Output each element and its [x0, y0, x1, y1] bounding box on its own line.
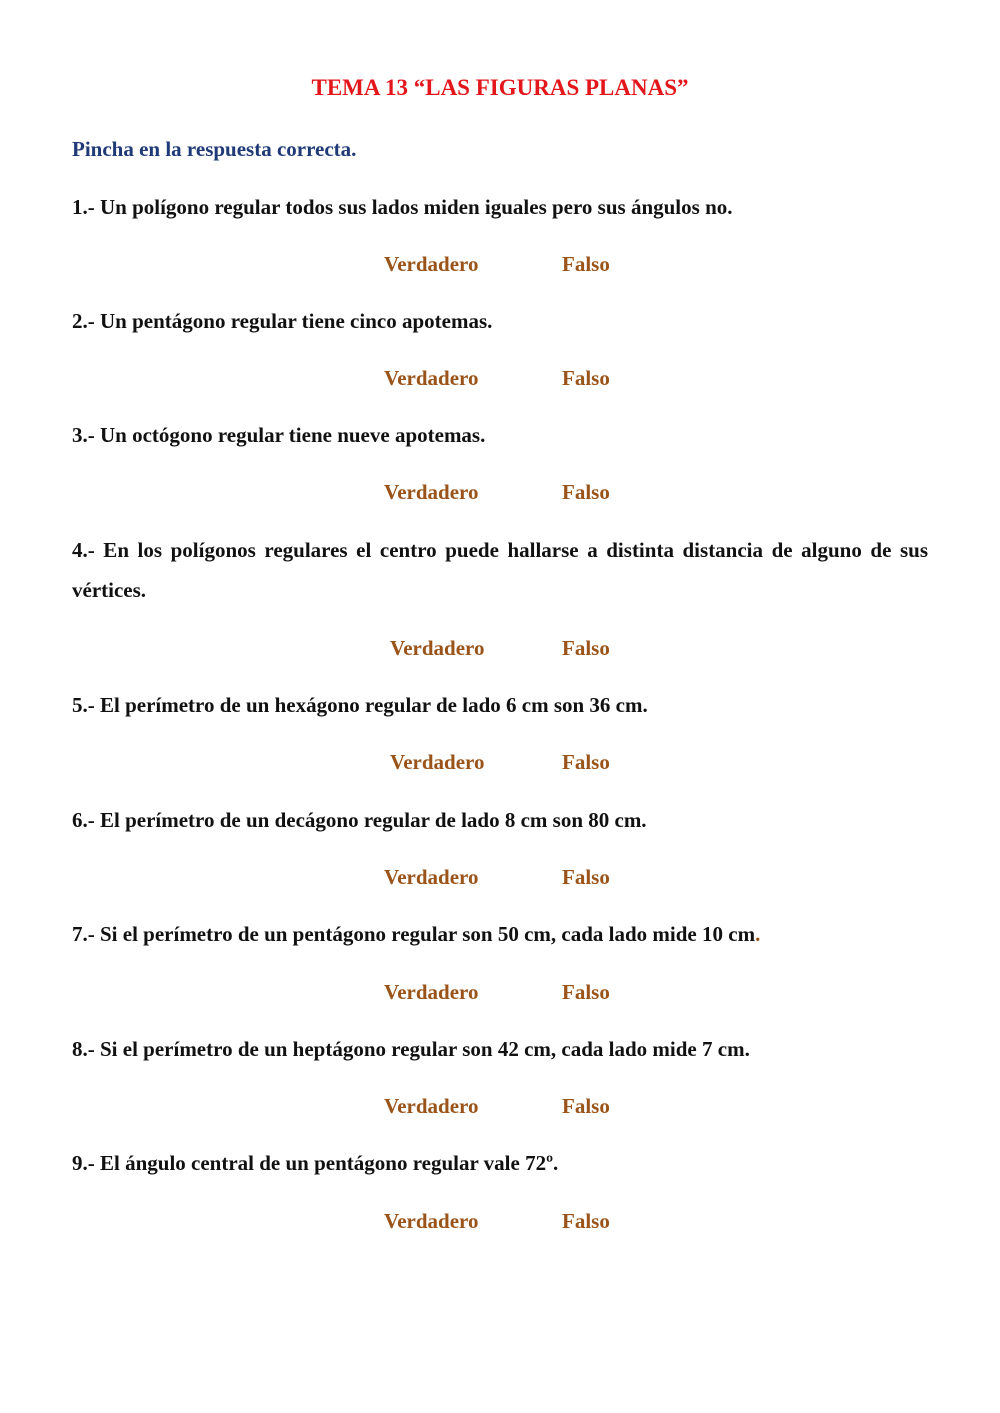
answer-3-false-button[interactable]: Falso	[562, 480, 610, 504]
answer-8-false-button[interactable]: Falso	[562, 1094, 610, 1118]
answers-5	[0, 747, 1000, 777]
answer-5-false-button[interactable]: Falso	[562, 750, 610, 774]
answer-5-true-button[interactable]: Verdadero	[390, 750, 485, 774]
answers-9	[0, 1206, 1000, 1236]
answer-4-false-button[interactable]: Falso	[562, 636, 610, 660]
answer-9-true-button[interactable]: Verdadero	[384, 1209, 479, 1233]
answers-6	[0, 862, 1000, 892]
answer-2-false-button[interactable]: Falso	[562, 366, 610, 390]
question-3: 3.- Un octógono regular tiene nueve apotemas.	[72, 423, 486, 447]
question-2: 2.- Un pentágono regular tiene cinco apotemas.	[72, 309, 493, 333]
question-8: 8.- Si el perímetro de un heptágono regular son 42 cm, cada lado mide 7 cm.	[72, 1037, 750, 1061]
answer-1-false-button[interactable]: Falso	[562, 252, 610, 276]
question-5: 5.- El perímetro de un hexágono regular de lado 6 cm son 36 cm.	[72, 693, 648, 717]
answer-7-false-button[interactable]: Falso	[562, 980, 610, 1004]
answers-4	[0, 633, 1000, 663]
question-7-period: .	[755, 922, 761, 946]
answer-6-true-button[interactable]: Verdadero	[384, 865, 479, 889]
page-title: TEMA 13 “LAS FIGURAS PLANAS”	[311, 75, 689, 100]
answer-2-true-button[interactable]: Verdadero	[384, 366, 479, 390]
answer-8-true-button[interactable]: Verdadero	[384, 1094, 479, 1118]
answer-4-true-button[interactable]: Verdadero	[390, 636, 485, 660]
answer-3-true-button[interactable]: Verdadero	[384, 480, 479, 504]
question-1: 1.- Un polígono regular todos sus lados miden iguales pero sus ángulos no.	[72, 195, 733, 219]
answer-7-true-button[interactable]: Verdadero	[384, 980, 479, 1004]
answer-9-false-button[interactable]: Falso	[562, 1209, 610, 1233]
question-6: 6.- El perímetro de un decágono regular de lado 8 cm son 80 cm.	[72, 808, 647, 832]
instructions: Pincha en la respuesta correcta.	[72, 137, 357, 161]
answers-1	[0, 249, 1000, 279]
answers-7	[0, 977, 1000, 1007]
answers-2	[0, 363, 1000, 393]
question-4: 4.- En los polígonos regulares el centro puede hallarse a distinta distancia de alguno de sus vértices.	[72, 538, 928, 602]
answer-1-true-button[interactable]: Verdadero	[384, 252, 479, 276]
answer-6-false-button[interactable]: Falso	[562, 865, 610, 889]
question-9: 9.- El ángulo central de un pentágono regular vale 72º.	[72, 1151, 559, 1175]
question-7-text: 7.- Si el perímetro de un pentágono regular son 50 cm, cada lado mide 10 cm	[72, 922, 756, 946]
answers-8	[0, 1091, 1000, 1121]
question-7	[72, 914, 928, 954]
answers-3	[0, 477, 1000, 507]
